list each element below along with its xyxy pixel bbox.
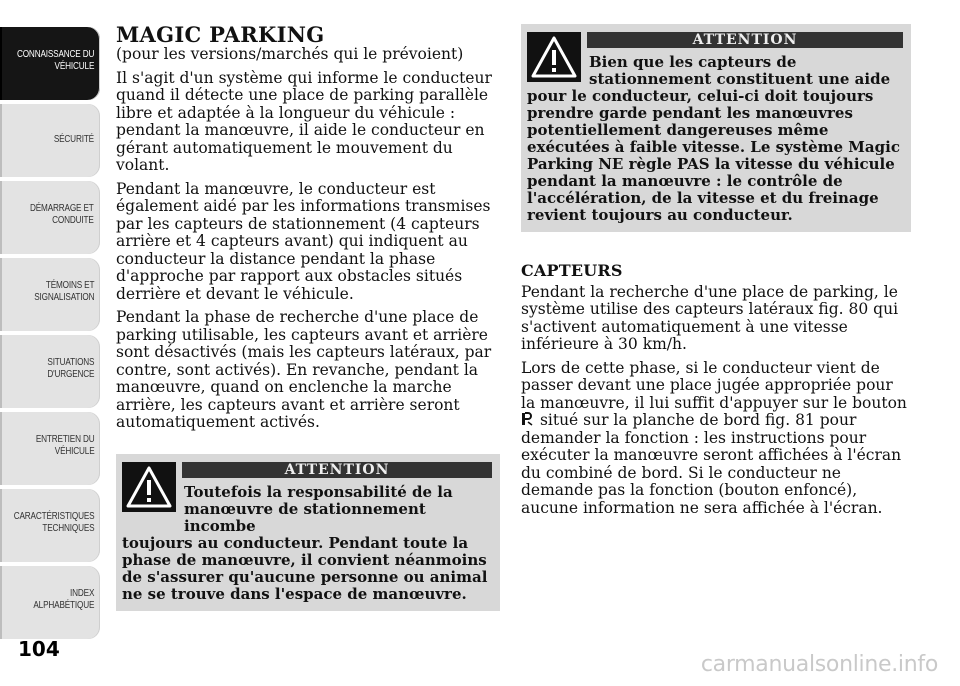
paragraph: Pendant la manœuvre, le conducteur est également aidé par les informations transmises par les capteurs de stationnement (4 capteurs arrière et 4 capteurs avant) qui indiquent au conducteur la distance pendant la phase d'approche par rapport aux obstacles situés derrière et devant le véhicule.	[116, 179, 491, 303]
tab-entretien-vehicule[interactable]	[0, 412, 100, 485]
tab-situations-urgence[interactable]	[0, 335, 100, 408]
tab-label-line1: SITUATIONS	[47, 357, 94, 368]
tab-label-line2: D'URGENCE	[46, 369, 94, 380]
section-title: CAPTEURS	[521, 261, 623, 280]
tab-label-line2: SÉCURITÉ	[53, 134, 94, 145]
tab-label-line1: DÉMARRAGE ET	[30, 203, 94, 214]
tab-label-line2: VÉHICULE	[54, 446, 94, 457]
warning-box	[521, 24, 911, 232]
warning-triangle-icon	[122, 462, 176, 512]
tab-securite[interactable]	[0, 104, 100, 177]
paragraph: Il s'agit d'un système qui informe le conducteur quand il détecte une place de parking parallèle libre et adaptée à la longueur du véhicule : pendant la manœuvre, il aide le conducteur en gérant automatiquement le mouvement du volant.	[116, 68, 492, 174]
tab-temoins-signalisation[interactable]	[0, 258, 100, 331]
paragraph-text: situé sur la planche de bord fig. 81 pour demander la fonction : les instructions pour exécuter la manœuvre seront affichées à l'écran du combiné de bord. Si le conducteur ne demande pas la fonction (bouton enfoncé), aucune information ne sera affichée à l'écran.	[521, 411, 902, 517]
tab-index-alphabetique[interactable]	[0, 566, 100, 639]
paragraph-text: Lors de cette phase, si le conducteur vient de passer devant une place jugée appropriée pour la manœuvre, il lui suffit d'appuyer sur le bouton	[521, 358, 907, 412]
right-column	[521, 24, 911, 523]
parking-button-icon	[521, 412, 533, 426]
tab-label-line2: SIGNALISATION	[33, 292, 94, 303]
tab-label-line1: CARACTÉRISTIQUES	[13, 511, 94, 522]
warning-text-rest: pour le conducteur, celui-ci doit toujours prendre garde pendant les manœuvres potentiellement dangereuses même exécutées à faible vitesse. Le système Magic Parking NE règle PAS la vitesse du véhicule pendant la manœuvre : le contrôle de l'accélération, de la vitesse et du freinage revient toujours au conducteur.	[527, 87, 900, 224]
warning-heading: ATTENTION	[182, 462, 492, 478]
tab-label-line2: VÉHICULE	[54, 61, 94, 72]
tab-label-line2: TECHNIQUES	[41, 523, 94, 534]
paragraph: Pendant la recherche d'une place de parking, le système utilise des capteurs latéraux fig. 80 qui s'activent automatiquement à une vitesse inférieure à 30 km/h.	[521, 282, 899, 353]
tab-label-line2: CONDUITE	[52, 215, 94, 226]
tab-connaissance-vehicule[interactable]	[0, 27, 100, 100]
tab-label-line1: CONNAISSANCE DU	[16, 49, 94, 60]
tab-label-line1: INDEX	[69, 588, 94, 599]
warning-text-first: Toutefois la responsabilité de la manœuvre de stationnement incombe	[184, 482, 453, 535]
chapter-tabs	[0, 27, 100, 643]
paragraph	[521, 360, 911, 518]
left-column	[116, 24, 500, 611]
tab-label-line2: ALPHABÉTIQUE	[33, 600, 94, 611]
warning-box	[116, 454, 500, 611]
warning-text-first: Bien que les capteurs de stationnement constituent une aide	[589, 53, 891, 88]
tab-label-line1: ENTRETIEN DU	[35, 434, 94, 445]
warning-heading: ATTENTION	[587, 32, 903, 48]
warning-text-rest: toujours au conducteur. Pendant toute la phase de manœuvre, il convient néanmoins de s'assurer qu'aucune personne ou animal ne se trouve dans l'espace de manœuvre.	[122, 533, 488, 603]
warning-triangle-icon	[527, 32, 581, 82]
subtitle: (pour les versions/marchés qui le prévoient)	[116, 45, 464, 63]
page-title: MAGIC PARKING	[116, 22, 325, 47]
page-number: 104	[18, 637, 60, 661]
tab-caracteristiques-techniques[interactable]	[0, 489, 100, 562]
paragraph: Pendant la phase de recherche d'une place de parking utilisable, les capteurs avant et arrière sont désactivés (mais les capteurs latéraux, par contre, sont activés). En revanche, pendant la manœuvre, quand on enclenche la marche arrière, les capteurs avant et arrière seront automatiquement activés.	[116, 308, 492, 431]
tab-demarrage-conduite[interactable]	[0, 181, 100, 254]
tab-label-line1: TÉMOINS ET	[45, 280, 94, 291]
watermark: carmanualsonline.info	[700, 652, 938, 677]
